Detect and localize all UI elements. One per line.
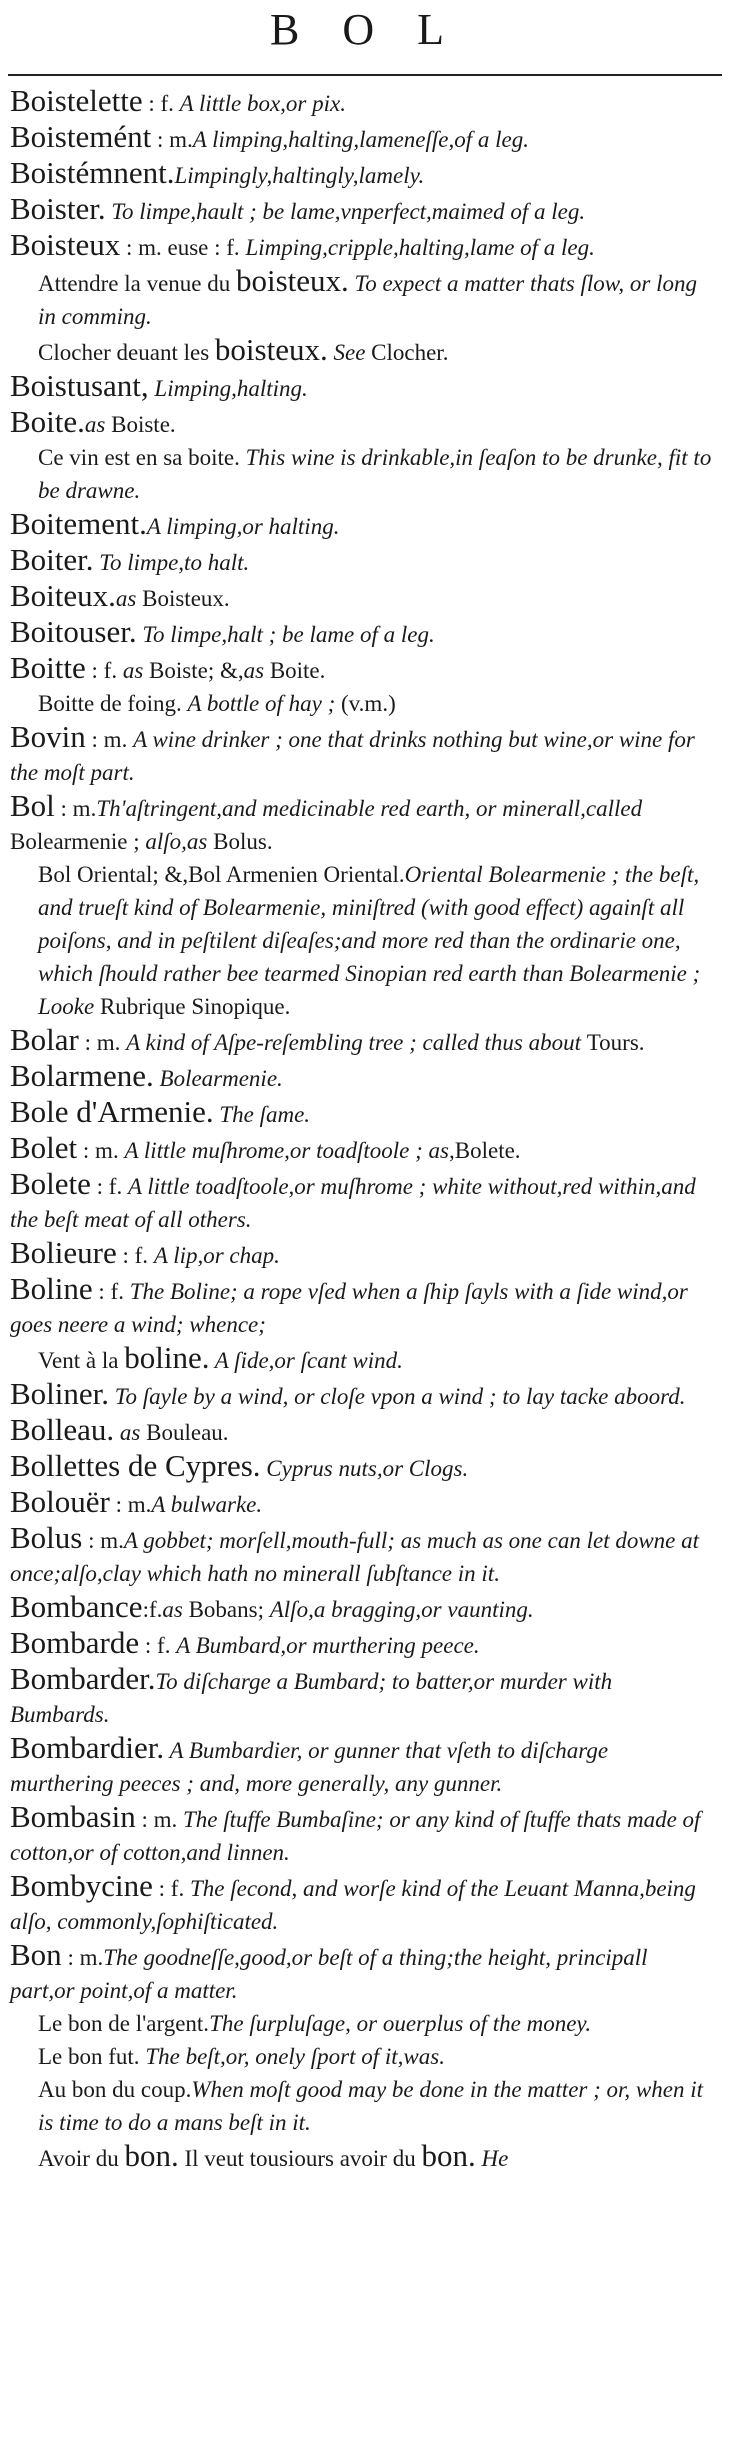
french-text: : f. (85, 658, 123, 683)
headword: Bombasin (10, 1799, 136, 1834)
dictionary-entry (10, 1449, 715, 1485)
entries-column (10, 84, 715, 2175)
french-text: Boiste. (111, 412, 176, 437)
headword: Bolar (10, 1022, 79, 1057)
french-text: Tours. (586, 1030, 645, 1055)
french-text: Il veut tousiours avoir du (178, 2146, 422, 2171)
english-gloss: Oriental Bolearmenie ; the beſt, and trueſt kind of Bolearmenie, miniſtred (with good effect) againſt all poiſons, and in peſtilent diſeaſes;and more red than the ordinarie one, which ſhould rather bee tearmed Sinopian red earth than Bolearmenie ; Looke (38, 862, 701, 1019)
headword: Boline (10, 1271, 93, 1306)
dictionary-entry (10, 1485, 715, 1521)
french-text: : f. (139, 1633, 177, 1658)
french-text: Boite. (269, 658, 326, 683)
dictionary-entry (10, 1590, 715, 1626)
headword: Bolieure (10, 1235, 117, 1270)
dictionary-entry (10, 1131, 715, 1167)
english-gloss: To limpe,to halt. (93, 550, 250, 575)
english-gloss: Cyprus nuts,or Clogs. (260, 1456, 469, 1481)
french-text: Le bon de l'argent. (38, 2011, 210, 2036)
english-gloss: A bulwarke. (151, 1492, 263, 1517)
english-gloss: A kind of Aſpe-reſembling tree ; called thus about (126, 1030, 587, 1055)
headword: Bolouër (10, 1484, 110, 1519)
header-rule (8, 74, 722, 76)
english-gloss: When moſt good may be done in the matter ; or, when it is time to do a mans beſt in it. (38, 2077, 703, 2135)
english-gloss: A limping,halting,lameneſſe,of a leg. (192, 127, 529, 152)
dictionary-entry (10, 1731, 715, 1800)
french-text: Attendre la venue du (38, 271, 236, 296)
english-gloss: Limping,halting. (148, 376, 308, 401)
english-gloss: A limping,or halting. (146, 514, 340, 539)
dictionary-entry (10, 1626, 715, 1662)
french-text: (v.m.) (341, 691, 396, 716)
dictionary-entry (10, 405, 715, 441)
dictionary-entry (10, 1059, 715, 1095)
english-gloss: To ſayle by a wind, or cloſe vpon a wind ; to lay tacke aboord. (109, 1384, 686, 1409)
english-gloss: A ſide,or ſcant wind. (209, 1348, 403, 1373)
headword: Boitte (10, 650, 86, 685)
dictionary-entry (10, 369, 715, 405)
headword: Bolete (10, 1166, 91, 1201)
english-gloss: The Boline; a rope vſed when a ſhip ſayls with a ſide wind,or goes neere a wind; whence; (10, 1279, 688, 1337)
headword: Bole d'Armenie. (10, 1094, 214, 1129)
sub-entry (10, 2040, 715, 2073)
french-text: Bobans; (188, 1597, 270, 1622)
french-text: : m. (151, 127, 193, 152)
dictionary-entry (10, 192, 715, 228)
sub-entry (10, 1341, 715, 1377)
french-text: : m. (135, 1807, 184, 1832)
french-text: Ce vin est en sa boite. (38, 445, 246, 470)
french-text: Vent à la (38, 1348, 125, 1373)
sub-entry (10, 2139, 715, 2175)
french-text: Rubrique Sinopique. (99, 994, 291, 1019)
english-gloss: To limpe,halt ; be lame of a leg. (136, 622, 435, 647)
sub-entry (10, 333, 715, 369)
english-gloss: A bottle of hay ; (187, 691, 342, 716)
headword: Boistelette (10, 83, 143, 118)
headword: Bolus (10, 1520, 83, 1555)
headword: bon. (124, 2138, 179, 2173)
english-gloss: A Bumbardier, or gunner that vſeth to diſcharge murthering peeces ; and, more generally, any gunner. (10, 1738, 609, 1796)
sub-entry (10, 441, 715, 507)
english-gloss: To expect a matter thats ſlow, or long in comming. (38, 271, 697, 329)
french-text: : m. (54, 796, 97, 821)
english-gloss: Limpingly,haltingly,lamely. (174, 163, 425, 188)
english-gloss: as (114, 1420, 147, 1445)
headword: Bombarder. (10, 1661, 156, 1696)
english-gloss: The ſame. (213, 1102, 311, 1127)
dictionary-entry (10, 1095, 715, 1131)
headword: Boiter. (10, 542, 94, 577)
english-gloss: as (115, 586, 143, 611)
sub-entry (10, 2073, 715, 2139)
english-gloss: A lip,or chap. (153, 1243, 280, 1268)
english-gloss: A wine drinker ; one that drinks nothing but wine,or wine for the moſt part. (10, 727, 695, 785)
headword: Boister. (10, 191, 106, 226)
english-gloss: He (475, 2146, 509, 2171)
dictionary-entry (10, 1413, 715, 1449)
headword: Boistemént (10, 119, 152, 154)
french-text: Bouleau. (146, 1420, 229, 1445)
dictionary-entry (10, 579, 715, 615)
english-gloss: as (122, 658, 150, 683)
english-gloss: A little toadſtoole,or muſhrome ; white without,red within,and the beſt meat of all others. (10, 1174, 696, 1232)
dictionary-entry (10, 651, 715, 687)
english-gloss: The ſtuffe Bumbaſine; or any kind of ſtuffe thats made of cotton,or of cotton,and linnen. (10, 1807, 701, 1865)
english-gloss: alſo,as (145, 829, 214, 854)
dictionary-entry (10, 543, 715, 579)
english-gloss: A little muſhrome,or toadſtoole ; as, (124, 1138, 455, 1163)
french-text: : f. (90, 1174, 128, 1199)
headword: Boite. (10, 404, 85, 439)
french-text: : m. (82, 1528, 124, 1553)
headword: Boistusant, (10, 368, 149, 403)
french-text: Le bon fut. (38, 2044, 146, 2069)
dictionary-entry (10, 1938, 715, 2007)
headword: Boliner. (10, 1376, 110, 1411)
running-head: B O L (270, 5, 460, 54)
french-text: Boisteux. (142, 586, 230, 611)
headword: boisteux. (214, 332, 328, 367)
english-gloss: To limpe,hault ; be lame,vnperfect,maimed of a leg. (105, 199, 586, 224)
french-text: Clocher. (371, 340, 449, 365)
french-text: : m. (109, 1492, 152, 1517)
dictionary-entry (10, 615, 715, 651)
english-gloss: The goodneſſe,good,or beſt of a thing;the height, principall part,or point,of a matter. (10, 1945, 648, 2003)
headword: Bolet (10, 1130, 78, 1165)
french-text: Avoir du (38, 2146, 125, 2171)
french-text: : f. (116, 1243, 154, 1268)
dictionary-entry (10, 1236, 715, 1272)
english-gloss: as (243, 658, 270, 683)
english-gloss: as (84, 412, 112, 437)
english-gloss: This wine is drinkable,in ſeaſon to be drunke, fit to be drawne. (38, 445, 712, 503)
headword: Boisteux (10, 227, 121, 262)
french-text: : m. (85, 727, 134, 752)
headword: Bombarde (10, 1625, 140, 1660)
headword: Bombance (10, 1589, 143, 1624)
headword: boisteux. (235, 263, 349, 298)
dictionary-entry (10, 1662, 715, 1731)
headword: bon. (421, 2138, 476, 2173)
french-text: : m. (61, 1945, 104, 1970)
french-text: : f. (92, 1279, 130, 1304)
english-gloss: Bolearmenie. (153, 1066, 283, 1091)
french-text: Clocher deuant les (38, 340, 215, 365)
sub-entry (10, 858, 715, 1023)
headword: Bollettes de Cypres. (10, 1448, 261, 1483)
headword: Bolleau. (10, 1412, 115, 1447)
dictionary-entry (10, 120, 715, 156)
dictionary-entry (10, 1521, 715, 1590)
french-text: : m. (78, 1030, 127, 1055)
french-text: Boiste; &, (149, 658, 244, 683)
english-gloss: See (327, 340, 372, 365)
headword: Boistémnent. (10, 155, 175, 190)
headword: boline. (124, 1340, 210, 1375)
french-text: Bolus. (213, 829, 273, 854)
french-text: Bolearmenie ; (10, 829, 146, 854)
headword: Bol (10, 788, 55, 823)
headword: Bombycine (10, 1868, 153, 1903)
dictionary-entry (10, 1869, 715, 1938)
sub-entry (10, 687, 715, 720)
dictionary-entry (10, 84, 715, 120)
dictionary-entry (10, 1800, 715, 1869)
english-gloss: Alſo,a bragging,or vaunting. (269, 1597, 534, 1622)
headword: Boitouser. (10, 614, 137, 649)
dictionary-entry (10, 1377, 715, 1413)
english-gloss: The ſurpluſage, or ouerplus of the money. (209, 2011, 592, 2036)
dictionary-entry (10, 228, 715, 264)
dictionary-entry (10, 789, 715, 858)
english-gloss: as (162, 1597, 189, 1622)
french-text: :f. (142, 1597, 163, 1622)
sub-entry (10, 264, 715, 333)
french-text: Bol Oriental; &,Bol Armenien Oriental. (38, 862, 405, 887)
english-gloss: Th'aſtringent,and medicinable red earth, or minerall,called (96, 796, 643, 821)
english-gloss: The beſt,or, onely ſport of it,was. (145, 2044, 445, 2069)
french-text: Au bon du coup. (38, 2077, 192, 2102)
french-text: : m. (77, 1138, 125, 1163)
french-text: Boitte de foing. (38, 691, 188, 716)
headword: Bombardier. (10, 1730, 165, 1765)
english-gloss: The ſecond, and worſe kind of the Leuant Manna,being alſo, commonly,ſophiſticated. (10, 1876, 696, 1934)
dictionary-entry (10, 1023, 715, 1059)
dictionary-entry (10, 156, 715, 192)
english-gloss: A gobbet; morſell,mouth-full; as much as one can let downe at once;alſo,clay which hath no minerall ſubſtance in it. (10, 1528, 700, 1586)
dictionary-entry (10, 720, 715, 789)
dictionary-entry (10, 1272, 715, 1341)
headword: Bovin (10, 719, 86, 754)
french-text: : f. (142, 91, 180, 116)
headword: Boitement. (10, 506, 147, 541)
english-gloss: A Bumbard,or murthering peece. (176, 1633, 480, 1658)
english-gloss: A little box,or pix. (179, 91, 346, 116)
french-text: : f. (152, 1876, 190, 1901)
english-gloss: Limping,cripple,halting,lame of a leg. (245, 235, 595, 260)
french-text: Bolete. (454, 1138, 521, 1163)
headword: Bolarmene. (10, 1058, 154, 1093)
headword: Boiteux. (10, 578, 116, 613)
headword: Bon (10, 1937, 62, 1972)
french-text: : m. euse : f. (120, 235, 246, 260)
dictionary-entry (10, 1167, 715, 1236)
sub-entry (10, 2007, 715, 2040)
dictionary-entry (10, 507, 715, 543)
english-gloss: To diſcharge a Bumbard; to batter,or murder with Bumbards. (10, 1669, 613, 1727)
